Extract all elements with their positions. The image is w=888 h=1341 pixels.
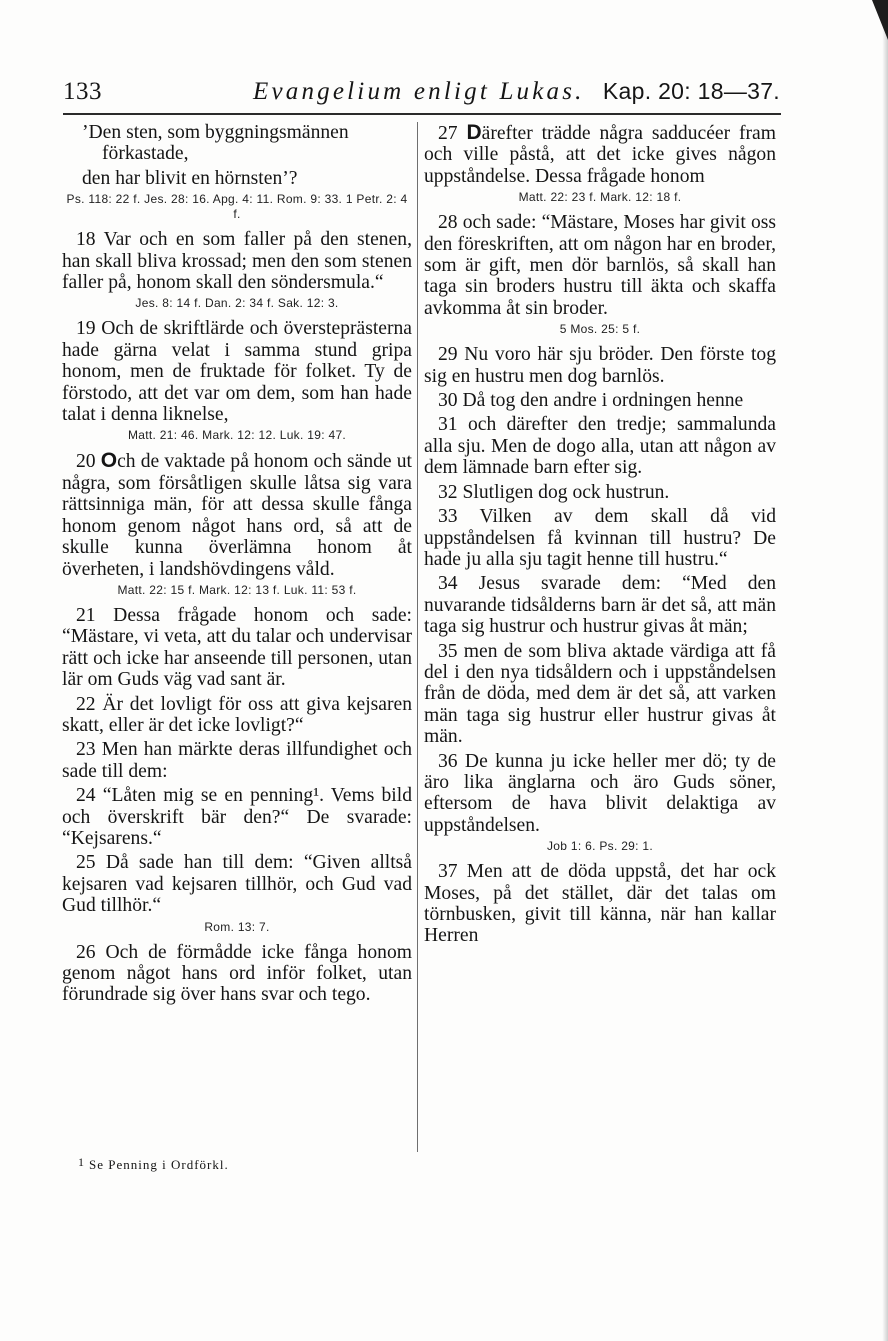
column-divider [417, 122, 418, 1152]
verse-text: ärefter trädde några sadducéer fram och ville påstå, att det icke gives någon uppståndelse. Dessa frågade honom [424, 123, 776, 187]
section-initial: D [466, 121, 482, 144]
cross-reference: Rom. 13: 7. [204, 919, 270, 934]
verse: 36 De kunna ju icke heller mer dö; ty de äro lika änglarna och äro Guds söner, eftersom de hava blivit delaktiga av uppståndelsen. [424, 750, 776, 836]
verse: 25 Då sade han till dem: “Given alltså kejsaren vad kejsaren tillhör, och Gud vad Gud tillhör.“ [62, 852, 412, 917]
right-column [424, 122, 776, 950]
cross-reference: 5 Mos. 25: 5 f. [559, 322, 641, 337]
cross-reference: Jes. 8: 14 f. Dan. 2: 34 f. Sak. 12: 3. [135, 296, 339, 311]
verse: 33 Vilken av dem skall då vid uppståndelsen få kvinnan till hustru? De hade ju alla sju tagit henne till hustru.“ [424, 506, 776, 570]
verse: 31 och därefter den tredje; sammalunda alla sju. Men de dogo alla, utan att någon av dem lämnade barn efter sig. [424, 414, 776, 479]
verse: 18 Var och en som faller på den stenen, han skall bliva krossad; men den som stenen faller på, honom skall den söndersmula.“ [62, 229, 412, 294]
verse: 24 “Låten mig se en penning¹. Vems bild och överskrift bär den?“ De svarade: “Kejsarens.“ [62, 785, 412, 849]
verse [62, 450, 412, 579]
verse: 21 Dessa frågade honom och sade: “Mästare, vi veta, att du talar och undervisar rätt och icke har anseende till personen, utan lär om Guds väg vad sant är. [62, 604, 412, 691]
scan-corner-mark [872, 0, 888, 40]
running-header [63, 78, 780, 112]
verse: 35 men de som bliva aktade värdiga att få del i den nya tidsåldern och i uppståndelsen från de döda, med dem är det så, att varken män taga sig hustrur eller hustrur givas åt män. [424, 640, 776, 748]
footnote-text: Se Penning i Ordförkl. [89, 1157, 229, 1172]
verse: 19 Och de skriftlärde och översteprästerna hade gärna velat i samma stund gripa honom, men de fruktade för folket. Ty de förstodo, att det var om dem, som han hade talat i denna liknelse, [62, 318, 412, 426]
verse [424, 122, 776, 187]
page-number: 133 [63, 78, 102, 105]
footnote-mark: 1 [78, 1155, 85, 1169]
header-rule [63, 113, 781, 115]
verse: 30 Då tog den andre i ordningen henne [438, 390, 744, 412]
verse: 22 Är det lovligt för oss att giva kejsaren skatt, eller är det icke lovligt?“ [62, 693, 412, 736]
verse: 29 Nu voro här sju bröder. Den förste tog sig en hustru men dog barnlös. [424, 344, 776, 387]
left-column [62, 122, 412, 1009]
verse-number: 20 [76, 451, 96, 473]
poem-line: den har blivit en hörnsten’? [82, 167, 298, 189]
poem-line: ’Den sten, som byggningsmännen förkastade, [82, 122, 349, 165]
running-title: Evangelium enligt Lukas. [253, 78, 585, 105]
verse: 26 Och de förmådde icke fånga honom genom något hans ord inför folket, utan förundrade sig över hans svar och tego. [62, 941, 412, 1006]
footnote [78, 1155, 229, 1173]
verse: 37 Men att de döda uppstå, det har ock Moses, på det stället, där det talas om törnbusken, givit till känna, när han kallar Herren [424, 861, 776, 947]
verse: 34 Jesus svarade dem: “Med den nuvarande tidsålderns barn är det så, att män taga sig hustrur och hustrur givas åt män; [424, 573, 776, 638]
cross-reference: Job 1: 6. Ps. 29: 1. [546, 839, 654, 854]
verse: 28 och sade: “Mästare, Moses har givit oss den föreskriften, att om någon har en broder, som är gift, men dör barnlös, så skall han taga sin broders hustru till äkta och skaffa avkomma åt sin broder. [424, 212, 776, 319]
verse: 32 Slutligen dog ock hustrun. [438, 481, 670, 503]
section-initial: O [100, 449, 118, 473]
chapter-reference: Kap. 20: 18—37. [602, 78, 780, 104]
cross-reference: Matt. 21: 46. Mark. 12: 12. Luk. 19: 47. [127, 428, 347, 443]
cross-reference: Matt. 22: 23 f. Mark. 12: 18 f. [518, 190, 682, 205]
scan-edge [882, 0, 888, 1341]
cross-reference: Ps. 118: 22 f. Jes. 28: 16. Apg. 4: 11. Rom. 9: 33. 1 Petr. 2: 4 f. [66, 192, 408, 222]
verse: 23 Men han märkte deras illfundighet och sade till dem: [62, 739, 412, 782]
verse-text: ch de vaktade på honom och sände ut några, som försåtligen skulle låtsa sig vara rättsinniga män, för att dessa skulle fånga honom genom något hans ord, så att de skulle kunna överlämna honom åt överheten, i landshövdingens våld. [62, 451, 412, 580]
cross-reference: Matt. 22: 15 f. Mark. 12: 13 f. Luk. 11: 53 f. [117, 582, 357, 597]
verse-number: 27 [438, 123, 458, 144]
